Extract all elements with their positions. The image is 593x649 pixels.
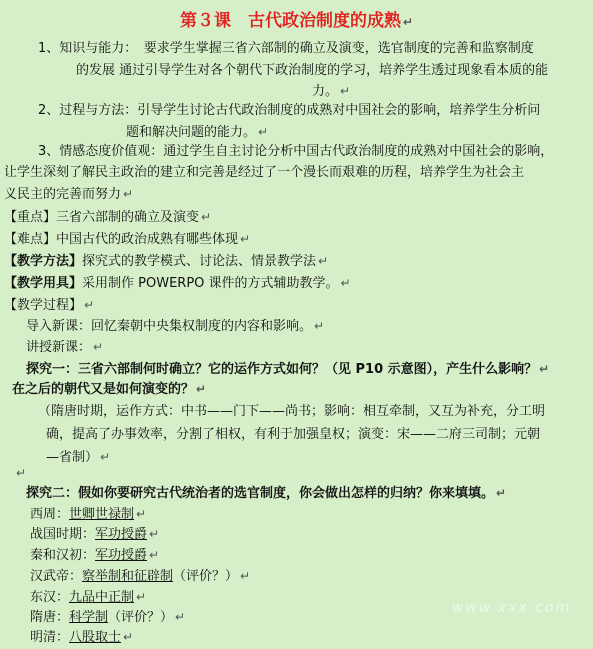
objective-3-line-3: 义民主的完善而努力 ↵ <box>4 187 134 202</box>
list-item: 隋唐：科学制（评价？） ↵ <box>30 610 186 625</box>
teaching-tools: 【教学用具】采用制作 POWERPO 课件的方式辅助教学。 ↵ <box>4 276 351 291</box>
objective-2-line-2: 题和解决问题的能力。 ↵ <box>126 125 269 140</box>
key-point: 【重点】三省六部制的确立及演变 ↵ <box>4 210 212 225</box>
difficult-point: 【难点】中国古代的政治成熟有哪些体现 ↵ <box>4 232 251 247</box>
teaching-process: 【教学过程】 ↵ <box>4 298 95 313</box>
objective-1-line-1: 1、知识与能力： 要求学生掌握三省六部制的确立及演变，选官制度的完善和监察制度 <box>38 41 534 56</box>
new-lesson: 讲授新课： ↵ <box>26 340 104 355</box>
list-item: 战国时期：军功授爵 ↵ <box>30 527 160 542</box>
explore-2-question: 探究二：假如你要研究古代统治者的选官制度，你会做出怎样的归纳？你来填填。 ↵ <box>26 486 507 501</box>
explore-1-answer-line-3: —省制） ↵ <box>46 450 111 465</box>
list-item: 明清：八股取士 ↵ <box>30 630 134 645</box>
watermark-logo: www.xxx.com <box>452 600 572 616</box>
empty-paragraph: ↵ <box>16 466 27 480</box>
explore-1-question-line-2: 在之后的朝代又是如何演变的？ ↵ <box>12 382 207 397</box>
objective-3-line-1: 3、情感态度价值观：通过学生自主讨论分析中国古代政治制度的成熟对中国社会的影响， <box>38 144 554 159</box>
objective-3-line-2: 让学生深刻了解民主政治的建立和完善是经过了一个漫长而艰难的历程，培养学生为社会主 <box>4 165 525 180</box>
objective-1-line-2: 的发展 通过引导学生对各个朝代下政治制度的学习，培养学生透过现象看本质的能 <box>76 63 549 78</box>
objective-2-line-1: 2、过程与方法：引导学生讨论古代政治制度的成熟对中国社会的影响，培养学生分析问 <box>38 103 541 118</box>
lesson-title: 第３课 古代政治制度的成熟 ↵ <box>179 11 414 31</box>
objective-1-line-3: 力。 ↵ <box>312 84 351 99</box>
explore-1-answer-line-1: （隋唐时期，运作方式：中书——门下——尚书；影响：相互牵制，又互为补充，分工明 <box>38 404 546 419</box>
intro-lesson: 导入新课：回忆秦朝中央集权制度的内容和影响。 ↵ <box>26 319 325 334</box>
teaching-method: 【教学方法】探究式的教学模式、讨论法、情景教学法 ↵ <box>4 254 329 269</box>
explore-1-answer-line-2: 确，提高了办事效率，分割了相权，有利于加强皇权；演变：宋——二府三司制；元朝 <box>46 427 541 442</box>
list-item: 秦和汉初：军功授爵 ↵ <box>30 548 160 563</box>
list-item: 东汉：九品中正制 ↵ <box>30 590 147 605</box>
list-item: 汉武帝：察举制和征辟制（评价？） ↵ <box>30 569 251 584</box>
explore-1-question-line-1: 探究一：三省六部制何时确立？它的运作方式如何？（见 P10 示意图），产生什么影响？ ↵ <box>26 362 550 377</box>
list-item: 西周：世卿世禄制 ↵ <box>30 507 147 522</box>
